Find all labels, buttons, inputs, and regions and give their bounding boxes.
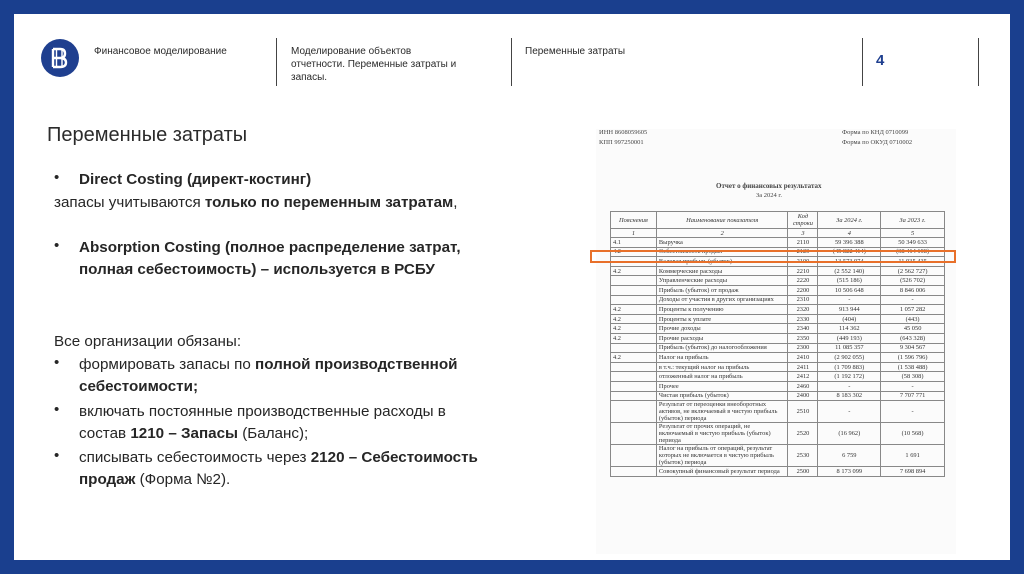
table-cell — [611, 343, 657, 353]
table-cell: 2500 — [788, 467, 818, 477]
column-header: Наименование показателя — [656, 212, 788, 229]
header-section-label: Моделирование объектов отчетности. Переменные затраты и запасы. — [291, 46, 457, 83]
table-cell: 2350 — [788, 333, 818, 343]
table-cell: Проценты к получению — [656, 305, 788, 315]
table-cell — [611, 362, 657, 372]
table-cell: Налог на прибыль от операций, результат которых не включается в чистую прибыль (убыток) периода — [656, 445, 788, 467]
bullet-write-off: списывать себестоимость через 2120 – Себестоимость — [79, 449, 478, 466]
table-cell: (443) — [881, 314, 945, 324]
table-cell: 114 362 — [818, 324, 881, 334]
table-cell: (2 552 140) — [818, 266, 881, 276]
table-cell — [611, 445, 657, 467]
column-number: 4 — [818, 229, 881, 238]
table-row — [611, 353, 945, 363]
table-cell: (449 193) — [818, 333, 881, 343]
table-row — [611, 362, 945, 372]
table-cell: 8 173 099 — [818, 467, 881, 477]
table-cell: 50 349 633 — [881, 238, 945, 248]
doc-title: Отчет о финансовых результатах — [716, 182, 822, 190]
table-cell: (1 538 488) — [881, 362, 945, 372]
table-row — [611, 445, 945, 467]
table-cell: в т.ч.: текущий налог на прибыль — [656, 362, 788, 372]
table-cell: Прочие доходы — [656, 324, 788, 334]
table-cell — [611, 423, 657, 445]
header-divider — [862, 38, 863, 86]
table-cell: - — [818, 381, 881, 391]
bullet-direct-costing: Direct Costing (директ-костинг) — [79, 171, 312, 188]
table-cell: 11 085 357 — [818, 343, 881, 353]
table-cell — [611, 401, 657, 423]
table-cell: 9 304 567 — [881, 343, 945, 353]
table-cell: 2411 — [788, 362, 818, 372]
table-cell: 8 183 302 — [818, 391, 881, 401]
table-cell: 59 396 388 — [818, 238, 881, 248]
table-cell: 2400 — [788, 391, 818, 401]
table-cell: 2300 — [788, 343, 818, 353]
table-cell: 2110 — [788, 238, 818, 248]
table-cell — [611, 295, 657, 305]
table-cell: Чистая прибыль (убыток) — [656, 391, 788, 401]
table-cell: 2520 — [788, 423, 818, 445]
table-header-row — [611, 212, 945, 229]
bullet-dot: • — [54, 169, 60, 186]
table-cell: 2340 — [788, 324, 818, 334]
doc-okud: Форма по ОКУД 0710002 — [842, 139, 913, 146]
column-header: За 2023 г. — [881, 212, 945, 229]
column-header: За 2024 г. — [818, 212, 881, 229]
table-cell: 10 506 648 — [818, 285, 881, 295]
table-cell: (16 962) — [818, 423, 881, 445]
table-row — [611, 343, 945, 353]
table-cell: отложенный налог на прибыль — [656, 372, 788, 382]
slide-title: Переменные затраты — [47, 124, 248, 146]
table-cell: 2530 — [788, 445, 818, 467]
bullet-dot: • — [54, 401, 60, 418]
table-cell: - — [881, 401, 945, 423]
table-cell: - — [818, 401, 881, 423]
table-row — [611, 333, 945, 343]
table-cell: 2330 — [788, 314, 818, 324]
table-cell: 2412 — [788, 372, 818, 382]
table-cell: 913 944 — [818, 305, 881, 315]
hse-logo-icon — [41, 39, 79, 77]
column-number: 5 — [881, 229, 945, 238]
table-cell: Прочее — [656, 381, 788, 391]
column-header: Пояснения — [611, 212, 657, 229]
bullet-dot: • — [54, 237, 60, 254]
table-cell: Результат от переоценки внеоборотных активов, не включаемый в чистую прибыль (убыток) периода — [656, 401, 788, 423]
table-cell — [611, 372, 657, 382]
table-cell: 2220 — [788, 276, 818, 286]
header-topic-label: Переменные затраты — [525, 46, 626, 57]
table-cell: 2210 — [788, 266, 818, 276]
table-row — [611, 423, 945, 445]
doc-kpp: КПП 997250001 — [599, 139, 644, 146]
table-cell: (2 562 727) — [881, 266, 945, 276]
bullet-absorption-line2: полная себестоимость) – используется в РСБУ — [79, 261, 435, 278]
table-row — [611, 266, 945, 276]
table-cell: (1 192 172) — [818, 372, 881, 382]
table-cell: (45 822 414) — [818, 247, 881, 257]
table-cell: 4.2 — [611, 247, 657, 257]
table-row — [611, 305, 945, 315]
bullet-dot: • — [54, 354, 60, 371]
column-header: Код строки — [788, 212, 818, 229]
highlight-cost-of-sales — [590, 250, 956, 263]
doc-period: За 2024 г. — [756, 192, 782, 199]
table-row — [611, 467, 945, 477]
table-cell: Совокупный финансовый результат периода — [656, 467, 788, 477]
table-cell: 2310 — [788, 295, 818, 305]
table-cell: 4.2 — [611, 314, 657, 324]
table-cell — [611, 467, 657, 477]
table-cell: (526 702) — [881, 276, 945, 286]
table-cell: (58 308) — [881, 372, 945, 382]
table-cell: Выручка — [656, 238, 788, 248]
table-cell: Доходы от участия в других организациях — [656, 295, 788, 305]
table-cell: 4.2 — [611, 266, 657, 276]
table-cell: (10 568) — [881, 423, 945, 445]
table-cell — [611, 276, 657, 286]
direct-costing-note: запасы учитываются только по переменным затратам, — [54, 194, 458, 211]
bullet-fixed-costs: включать постоянные производственные расходы в — [79, 403, 446, 420]
table-cell — [611, 285, 657, 295]
table-row — [611, 238, 945, 248]
table-cell: (2 902 055) — [818, 353, 881, 363]
table-row — [611, 314, 945, 324]
table-cell: 11 935 435 — [881, 257, 945, 267]
slide — [14, 14, 1010, 560]
table-cell: (515 186) — [818, 276, 881, 286]
header-org-label: Финансовое моделирование — [94, 46, 227, 57]
table-cell: Налог на прибыль — [656, 353, 788, 363]
table-cell: 4.2 — [611, 324, 657, 334]
table-cell: Коммерческие расходы — [656, 266, 788, 276]
table-cell: Прибыль (убыток) до налогообложения — [656, 343, 788, 353]
table-cell: Прочие расходы — [656, 333, 788, 343]
table-cell: 4.1 — [611, 238, 657, 248]
table-cell: Управленческие расходы — [656, 276, 788, 286]
header-divider — [276, 38, 277, 86]
table-row — [611, 372, 945, 382]
table-cell: 4.2 — [611, 333, 657, 343]
table-colnum-row — [611, 229, 945, 238]
table-cell: - — [818, 295, 881, 305]
table-row — [611, 401, 945, 423]
table-cell: 2200 — [788, 285, 818, 295]
table-cell: (38 414 198) — [881, 247, 945, 257]
header-divider — [511, 38, 512, 86]
table-row — [611, 324, 945, 334]
table-cell: (643 328) — [881, 333, 945, 343]
table-cell: Проценты к уплате — [656, 314, 788, 324]
table-cell: 1 691 — [881, 445, 945, 467]
table-cell: 2100 — [788, 257, 818, 267]
table-row — [611, 276, 945, 286]
table-cell — [611, 381, 657, 391]
bullet-absorption-line1: Absorption Costing (полное распределение затрат, — [79, 239, 461, 256]
table-cell: Себестоимость продаж — [656, 247, 788, 257]
bullet-form-inventory-line2: себестоимости; — [79, 378, 199, 395]
table-cell: 2120 — [788, 247, 818, 257]
table-row — [611, 391, 945, 401]
doc-knd: Форма по КНД 0710099 — [842, 129, 909, 136]
bullet-fixed-costs-line2: состав 1210 – Запасы (Баланс); — [79, 425, 309, 442]
table-cell: Валовая прибыль (убыток) — [656, 257, 788, 267]
column-number: 1 — [611, 229, 657, 238]
table-cell — [611, 391, 657, 401]
table-cell: 2460 — [788, 381, 818, 391]
table-cell: 2410 — [788, 353, 818, 363]
bullet-form-inventory: формировать запасы по полной производственной — [79, 356, 458, 373]
table-row — [611, 285, 945, 295]
financial-statement-image — [596, 129, 956, 554]
table-cell: - — [881, 381, 945, 391]
table-cell: (1 596 796) — [881, 353, 945, 363]
table-cell: 7 707 771 — [881, 391, 945, 401]
page-number: 4 — [876, 52, 885, 69]
table-cell: 1 057 282 — [881, 305, 945, 315]
bullet-write-off-line2: продаж (Форма №2). — [79, 471, 231, 488]
table-cell: 45 050 — [881, 324, 945, 334]
doc-inn: ИНН 8608059605 — [599, 129, 648, 136]
table-cell: 13 573 974 — [818, 257, 881, 267]
table-cell: (404) — [818, 314, 881, 324]
table-row — [611, 381, 945, 391]
table-cell: (1 709 883) — [818, 362, 881, 372]
table-cell: 2510 — [788, 401, 818, 423]
table-cell: 4.2 — [611, 305, 657, 315]
column-number: 3 — [788, 229, 818, 238]
obligations-heading: Все организации обязаны: — [54, 333, 242, 350]
header-divider — [978, 38, 979, 86]
bullet-dot: • — [54, 447, 60, 464]
table-cell: 4.2 — [611, 353, 657, 363]
table-cell: Прибыль (убыток) от продаж — [656, 285, 788, 295]
column-number: 2 — [656, 229, 788, 238]
table-cell: 2320 — [788, 305, 818, 315]
table-cell: 6 759 — [818, 445, 881, 467]
table-row — [611, 295, 945, 305]
table-cell: Результат от прочих операций, не включаемый в чистую прибыль (убыток) периода — [656, 423, 788, 445]
table-cell: 7 698 894 — [881, 467, 945, 477]
table-cell: 8 846 006 — [881, 285, 945, 295]
table-cell: - — [881, 295, 945, 305]
